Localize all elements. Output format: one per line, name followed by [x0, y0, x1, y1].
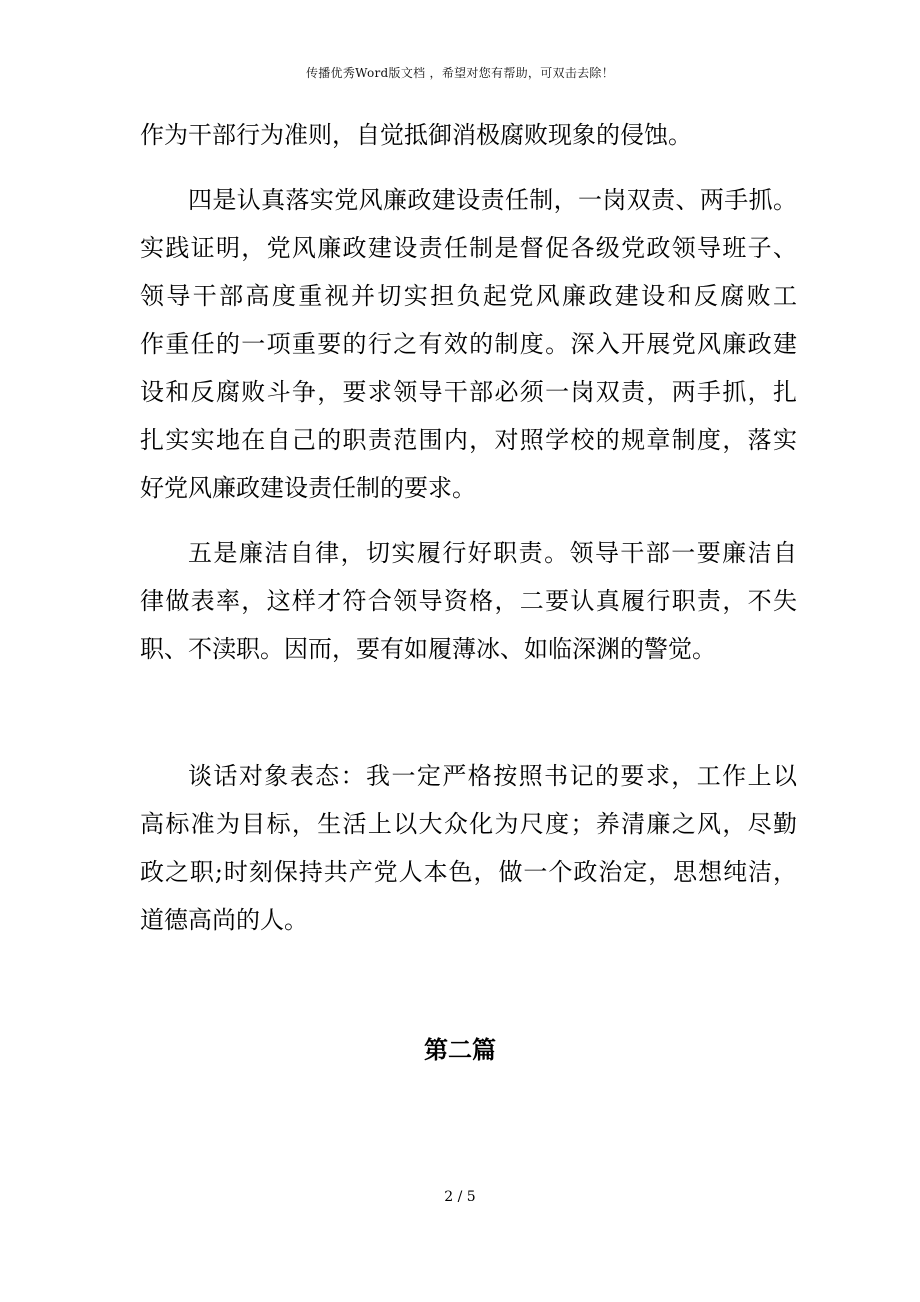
- text-line: 四是认真落实党风廉政建设责任制，一岗双责、两手抓。: [188, 186, 797, 214]
- text-line: 政之职;时刻保持共产党人本色，做一个政治定，思想纯洁，: [140, 858, 797, 886]
- text-line: 好党风廉政建设责任制的要求。: [140, 474, 476, 502]
- page-indicator: 2 / 5: [444, 1189, 476, 1205]
- text-line: 扎实实地在自己的职责范围内，对照学校的规章制度，落实: [140, 426, 797, 454]
- text-line: 作重任的一项重要的行之有效的制度。深入开展党风廉政建: [140, 330, 797, 358]
- text-line: 设和反腐败斗争，要求领导干部必须一岗双责，两手抓，扎: [140, 378, 797, 406]
- paragraph: [140, 176, 797, 512]
- text-line: 高标准为目标，生活上以大众化为尺度；养清廉之风，尽勤: [140, 810, 797, 838]
- text-line: 实践证明，党风廉政建设责任制是督促各级党政领导班子、: [140, 234, 797, 262]
- header-notice: 传播优秀Word版文档 ，希望对您有帮助，可双击去除！: [305, 66, 615, 80]
- text-line: 五是廉洁自律，切实履行好职责。领导干部一要廉洁自: [188, 539, 797, 567]
- section-title: 第二篇: [424, 1035, 496, 1064]
- paragraph: [140, 529, 797, 673]
- text-line: 道德高尚的人。: [140, 906, 308, 934]
- paragraph: [140, 111, 797, 159]
- paragraph: [140, 752, 797, 944]
- text-line: 谈话对象表态：我一定严格按照书记的要求，工作上以: [188, 762, 797, 790]
- text-line: 领导干部高度重视并切实担负起党风廉政建设和反腐败工: [140, 282, 797, 310]
- text-line: 律做表率，这样才符合领导资格，二要认真履行职责，不失: [140, 587, 797, 615]
- text-line: 作为干部行为准则，自觉抵御消极腐败现象的侵蚀。: [140, 121, 692, 149]
- text-line: 职、不渎职。因而，要有如履薄冰、如临深渊的警觉。: [140, 635, 716, 663]
